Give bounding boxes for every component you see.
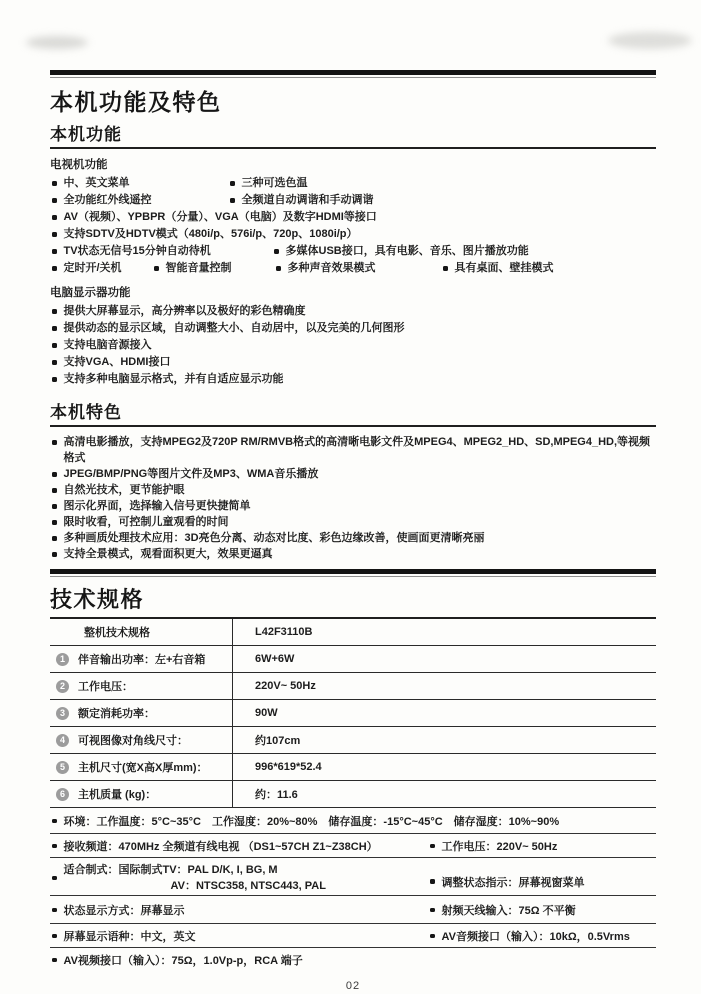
tv-feature-line (50, 175, 656, 192)
subsection-title-functions: 本机功能 (50, 120, 656, 149)
feature-item: 支持多种电脑显示格式，并有自适应显示功能 (50, 371, 284, 388)
spec-table-header-row (50, 619, 656, 646)
spec-label-cell: 3 额定消耗功率： (50, 700, 232, 726)
bullet-icon (52, 958, 57, 963)
format-line-2: AV：NTSC358, NTSC443, PAL (170, 879, 326, 892)
divider-thick-line (50, 569, 656, 574)
subsection-title-highlights: 本机特色 (50, 398, 656, 427)
feature-item: 提供动态的显示区域，自动调整大小、自动居中，以及完美的几何图形 (50, 320, 405, 337)
bullet-icon (230, 198, 235, 203)
highlight-item: 自然光技术，更节能护眼 (50, 482, 656, 498)
pc-feature-line (50, 354, 656, 371)
divider-thin-line (50, 77, 656, 78)
row-number-badge: 2 (56, 680, 69, 693)
spec-item: 屏幕显示语种：中文，英文 (50, 928, 428, 944)
pc-feature-line (50, 371, 656, 388)
bullet-icon (52, 488, 57, 493)
feature-item: 多种声音效果模式 (274, 260, 441, 277)
bullet-icon (52, 552, 57, 557)
spec-item (50, 861, 428, 893)
highlight-item: 支持全景模式，观看面积更大，效果更逼真 (50, 546, 656, 562)
bullet-icon (52, 232, 57, 237)
feature-item: 全功能红外线遥控 (50, 192, 228, 209)
bullet-icon (430, 908, 435, 913)
pc-feature-line (50, 320, 656, 337)
feature-item: 三种可选色温 (228, 175, 308, 192)
bullet-icon (52, 472, 57, 477)
spec-item: 状态显示方式：屏幕显示 (50, 902, 428, 918)
bullet-icon (52, 309, 57, 314)
spec-value-cell: 约107cm (232, 727, 656, 753)
row-number-badge: 5 (56, 761, 69, 774)
row-number-badge: 6 (56, 788, 69, 801)
pc-monitor-group-title: 电脑显示器功能 (50, 287, 131, 299)
feature-item: AV（视频）、YPBPR（分量）、VGA（电脑）及数字HDMI等接口 (50, 209, 377, 226)
highlight-item: 多种画质处理技术应用：3D亮色分离、动态对比度、彩色边缘改善，使画面更清晰亮丽 (50, 530, 656, 546)
tv-functions-group-title: 电视机功能 (50, 159, 108, 171)
feature-item: 提供大屏幕显示，高分辨率以及极好的彩色精确度 (50, 303, 306, 320)
spec-bottom-row-format (50, 858, 656, 896)
feature-item: 支持SDTV及HDTV模式（480i/p、576i/p、720p、1080i/p） (50, 226, 358, 243)
spec-label-cell: 6 主机质量 (kg)： (50, 781, 232, 807)
spec-label-cell: 1 伴音输出功率：左+右音箱 (50, 646, 232, 672)
spec-label-cell: 5 主机尺寸(宽X高X厚mm)： (50, 754, 232, 780)
feature-item: TV状态无信号15分钟自动待机 (50, 243, 272, 260)
divider-thick-line (50, 70, 656, 75)
top-divider (50, 70, 656, 78)
spec-value-cell: 约：11.6 (232, 781, 656, 807)
spec-label-cell: 4 可视图像对角线尺寸： (50, 727, 232, 753)
spec-value-cell: L42F3110B (232, 619, 656, 645)
spec-item: 射频天线输入：75Ω 不平衡 (428, 902, 656, 918)
highlight-item: 图示化界面，选择输入信号更快捷简单 (50, 498, 656, 514)
spec-item: AV视频接口（输入）：75Ω，1.0Vp-p，RCA 端子 (50, 952, 656, 968)
bullet-icon (52, 520, 57, 525)
bullet-icon (52, 908, 57, 913)
bullet-icon (52, 504, 57, 509)
spec-bottom-row-channels (50, 834, 656, 858)
bullet-icon (430, 879, 435, 884)
spec-label-cell: 整机技术规格 (84, 627, 150, 639)
spec-label-cell: 2 工作电压： (50, 673, 232, 699)
highlight-item: 限时收看，可控制儿童观看的时间 (50, 514, 656, 530)
feature-item: 中、英文菜单 (50, 175, 228, 192)
spec-table-row (50, 646, 656, 673)
spec-table-row (50, 781, 656, 808)
spec-table-row (50, 673, 656, 700)
tv-feature-line (50, 260, 656, 277)
tv-feature-line (50, 209, 656, 226)
spec-table-row (50, 700, 656, 727)
feature-item: 多媒体USB接口，具有电影、音乐、图片播放功能 (272, 243, 529, 260)
bullet-icon (430, 844, 435, 849)
page-content (50, 0, 656, 992)
divider-thin-line (50, 576, 656, 577)
spec-bottom-row-av-video (50, 948, 656, 971)
bullet-icon (52, 198, 57, 203)
spec-item: 调整状态指示：屏幕视窗菜单 (428, 863, 656, 890)
bullet-icon (52, 536, 57, 541)
spec-value-cell: 6W+6W (232, 646, 656, 672)
bullet-icon (52, 181, 57, 186)
tv-feature-line (50, 243, 656, 260)
bullet-icon (52, 377, 57, 382)
feature-item: 智能音量控制 (152, 260, 274, 277)
spec-value-cell: 90W (232, 700, 656, 726)
highlight-item: JPEG/BMP/PNG等图片文件及MP3、WMA音乐播放 (50, 466, 656, 482)
specs-section-title: 技术规格 (50, 583, 656, 619)
pc-feature-line (50, 337, 656, 354)
spec-table-row (50, 727, 656, 754)
tv-feature-line (50, 226, 656, 243)
spec-value-cell: 996*619*52.4 (232, 754, 656, 780)
page-title: 本机功能及特色 (50, 89, 222, 115)
bullet-icon (52, 215, 57, 220)
spec-item: 接收频道：470MHz 全频道有线电视 （DS1~57CH Z1~Z38CH） (50, 838, 428, 854)
highlight-item: 高清电影播放，支持MPEG2及720P RM/RMVB格式的高清晰电影文件及MPEG4、MPEG2_HD、SD,MPEG4_HD,等视频格式 (50, 434, 656, 466)
bullet-icon (52, 440, 57, 445)
bullet-icon (52, 876, 57, 881)
page-number: 02 (345, 980, 361, 992)
spec-table-row (50, 754, 656, 781)
tv-feature-line (50, 192, 656, 209)
section-divider (50, 569, 656, 577)
bullet-icon (430, 934, 435, 939)
bullet-icon (52, 249, 57, 254)
bullet-icon (274, 249, 279, 254)
feature-item: 定时开/关机 (50, 260, 152, 277)
spec-bottom-row-environment (50, 808, 656, 834)
bullet-icon (276, 266, 281, 271)
bullet-icon (230, 181, 235, 186)
feature-item: 支持VGA、HDMI接口 (50, 354, 170, 371)
row-number-badge: 4 (56, 734, 69, 747)
feature-item: 具有桌面、壁挂模式 (441, 260, 554, 277)
spec-value-cell: 220V~ 50Hz (232, 673, 656, 699)
spec-item: 工作电压：220V~ 50Hz (428, 838, 656, 854)
row-number-badge: 3 (56, 707, 69, 720)
spec-item: AV音频接口（输入）：10kΩ，0.5Vrms (428, 928, 656, 944)
row-number-badge: 1 (56, 653, 69, 666)
bullet-icon (52, 934, 57, 939)
pc-feature-line (50, 303, 656, 320)
bullet-icon (52, 360, 57, 365)
bullet-icon (52, 343, 57, 348)
bullet-icon (52, 819, 57, 824)
highlights-list (50, 434, 656, 562)
bullet-icon (52, 326, 57, 331)
bullet-icon (154, 266, 159, 271)
bullet-icon (443, 266, 448, 271)
spec-item: 环境：工作温度：5°C~35°C 工作湿度：20%~80% 储存温度：-15°C~45°C 储存湿度：10%~90% (50, 813, 656, 829)
spec-bottom-row-status (50, 896, 656, 924)
spec-bottom-row-language (50, 924, 656, 948)
feature-item: 全频道自动调谐和手动调谐 (228, 192, 374, 209)
bullet-icon (52, 844, 57, 849)
spec-table (50, 619, 656, 808)
bullet-icon (52, 266, 57, 271)
format-line-1: 适合制式：国际制式TV：PAL D/K, I, BG, M (63, 863, 278, 876)
feature-item: 支持电脑音源接入 (50, 337, 152, 354)
